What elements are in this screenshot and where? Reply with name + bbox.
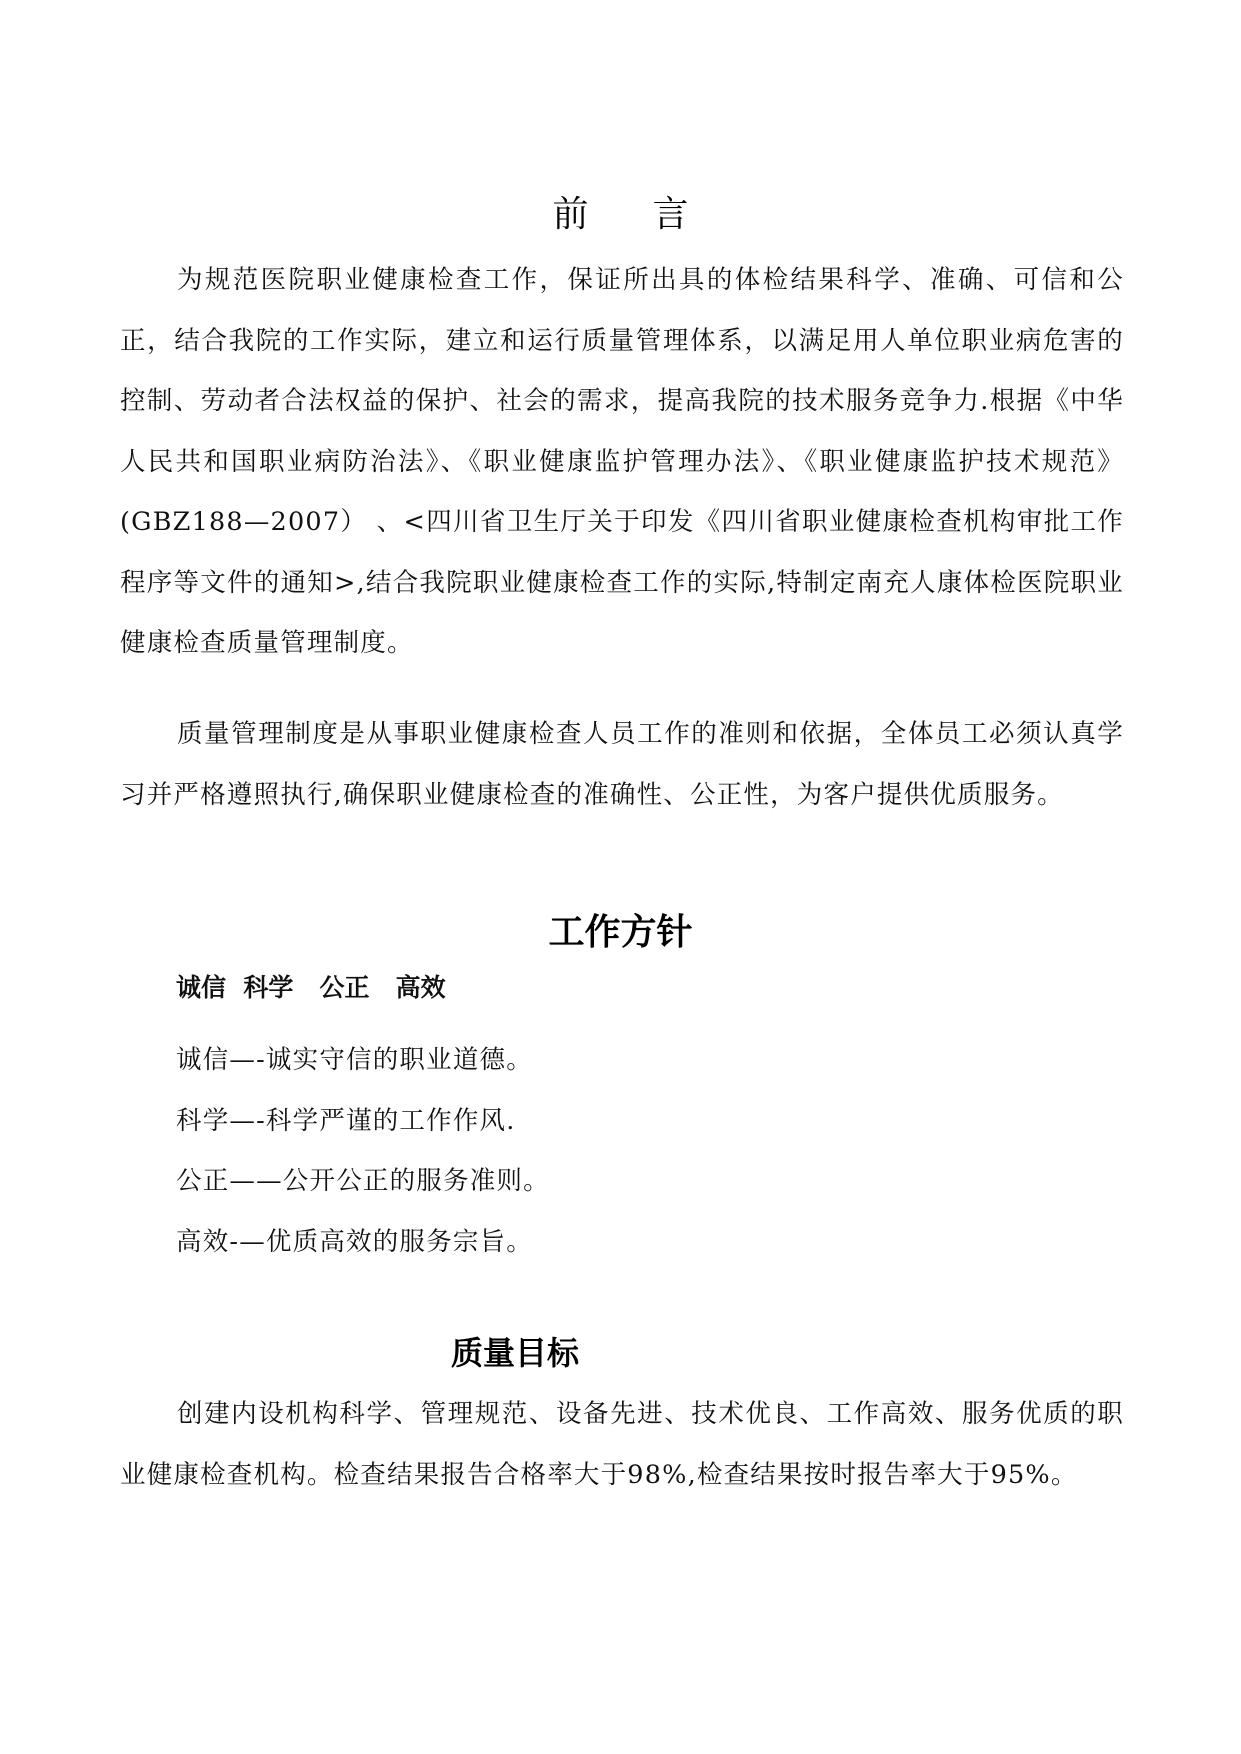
policy-heading: 工作方针 bbox=[548, 912, 693, 953]
policy-item-integrity: 诚信—-诚实守信的职业道德。 bbox=[176, 1045, 533, 1075]
policy-item-efficiency: 高效-—优质高效的服务宗旨。 bbox=[176, 1226, 533, 1257]
policy-list bbox=[176, 1030, 550, 1272]
quality-goal-heading: 质量目标 bbox=[450, 1334, 579, 1372]
preface-paragraph-1: 为规范医院职业健康检查工作，保证所出具的体检结果科学、准确、可信和公正，结合我院的工作实际，建立和运行质量管理体系，以满足用人单位职业病危害的控制、劳动者合法权益的保护、社会的需求，提高我院的技术服务竞争力.根据《中华人民共和国职业病防治法》、《职业健康监护管理办法》、《职业健康监护技术规范》(GBZ188—2007） 、<四川省卫生厅关于印发《四川省职业健康检查机构审批工作程序等文件的通知>,结合我院职业健康检查工作的实际,特制定南充人康体检医院职业健康检查质量管理制度。 bbox=[120, 265, 1124, 658]
policy-item-fairness: 公正——公开公正的服务准则。 bbox=[176, 1166, 550, 1196]
policy-item-science: 科学—-科学严谨的工作作风. bbox=[176, 1105, 516, 1136]
preface-heading: 前言 bbox=[552, 194, 753, 235]
quality-goal-paragraph: 创建内设机构科学、管理规范、设备先进、技术优良、工作高效、服务优质的职业健康检查机构。检查结果报告合格率大于98%,检查结果按时报告率大于95%。 bbox=[120, 1399, 1124, 1490]
preface-paragraph-2: 质量管理制度是从事职业健康检查人员工作的准则和依据，全体员工必须认真学习并严格遵照执行,确保职业健康检查的准确性、公正性，为客户提供优质服务。 bbox=[120, 719, 1124, 810]
policy-motto: 诚信 科学 公正 高效 bbox=[176, 973, 446, 1002]
